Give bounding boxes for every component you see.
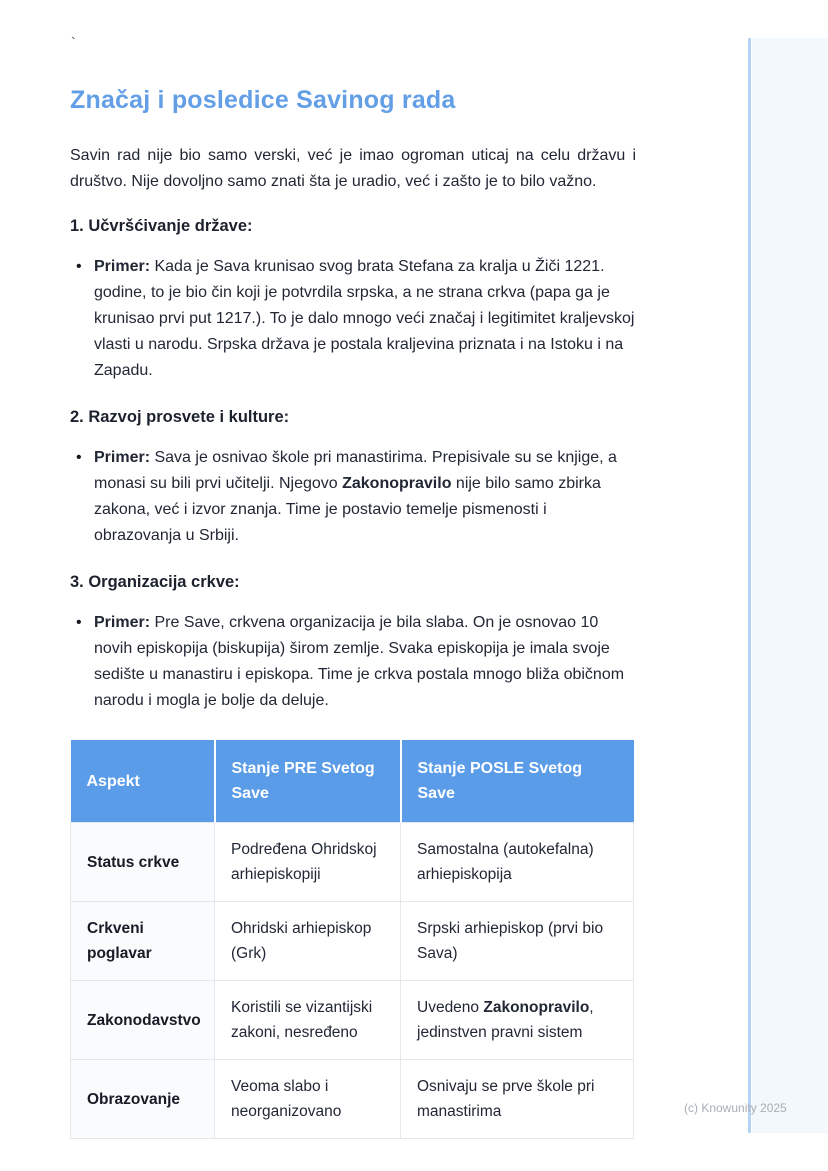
table-row <box>71 981 634 1060</box>
bullet-list-1 <box>70 254 636 384</box>
bullet-item: • Primer: Kada je Sava krunisao svog brata Stefana za kralja u Žiči 1221. godine, to je bio čin koji je potvrdila srpska, a ne strana crkva (papa ga je krunisao prvi put 1217.). To je dalo mnogo veći značaj i legitimitet kraljevskoj vlasti u narodu. Srpska država je postala kraljevina priznata i na Istoku i na Zapadu. <box>70 254 636 384</box>
table-row <box>71 1060 634 1139</box>
table-cell-pre: Veoma slabo i neorganizovano <box>215 1060 401 1139</box>
intro-paragraph: Savin rad nije bio samo verski, već je imao ogroman uticaj na celu državu i društvo. Nije dovoljno samo znati šta je uradio, već i zašto je to bilo važno. <box>70 147 636 190</box>
footer-credit: (c) Knowunity 2025 <box>684 1101 787 1115</box>
table-cell-pre: Koristili se vizantijski zakoni, nesređeno <box>215 981 401 1060</box>
table-row <box>71 902 634 981</box>
right-edge-panel <box>752 38 828 1133</box>
table-cell-aspect: Obrazovanje <box>71 1060 215 1139</box>
table-cell-aspect: Status crkve <box>71 823 215 902</box>
section-heading-2: 2. Razvoj prosvete i kulture: <box>70 408 290 426</box>
page-title: Značaj i posledice Savinog rada <box>70 86 456 114</box>
bullet-list-2 <box>70 445 636 549</box>
bullet-item: • Primer: Sava je osnivao škole pri manastirima. Prepisivale su se knjige, a monasi su bili prvi učitelji. Njegovo Zakonopravilo nije bilo samo zbirka zakona, već i izvor znanja. Time je postavio temelje pismenosti i obrazovanja u Srbiji. <box>70 445 636 549</box>
table-header-posle: Stanje POSLE Svetog Save <box>401 740 634 823</box>
table-cell-posle: Samostalna (autokefalna) arhiepiskopija <box>401 823 634 902</box>
section-heading-1: 1. Učvršćivanje države: <box>70 217 253 235</box>
table-row <box>71 823 634 902</box>
comparison-table <box>70 740 634 1139</box>
table-cell-aspect: Crkveni poglavar <box>71 902 215 981</box>
table-cell-pre: Podređena Ohridskoj arhiepiskopiji <box>215 823 401 902</box>
table-header-row <box>71 740 634 823</box>
section-heading-3: 3. Organizacija crkve: <box>70 573 240 591</box>
table-cell-aspect: Zakonodavstvo <box>71 981 215 1060</box>
table-cell-posle: Srpski arhiepiskop (prvi bio Sava) <box>401 902 634 981</box>
right-edge-line <box>748 38 751 1133</box>
table-cell-posle: Osnivaju se prve škole pri manastirima <box>401 1060 634 1139</box>
stray-backtick: ` <box>71 34 76 50</box>
bullet-list-3 <box>70 610 636 714</box>
document-content <box>70 86 636 1139</box>
table-cell-pre: Ohridski arhiepiskop (Grk) <box>215 902 401 981</box>
table-cell-posle: Uvedeno Zakonopravilo, jedinstven pravni sistem <box>401 981 634 1060</box>
table-header-pre: Stanje PRE Svetog Save <box>215 740 401 823</box>
table-header-aspekt: Aspekt <box>71 740 215 823</box>
bullet-item: • Primer: Pre Save, crkvena organizacija je bila slaba. On je osnovao 10 novih episkopija (biskupija) širom zemlje. Svaka episkopija je imala svoje sedište u manastiru i episkopa. Time je crkva postala mnogo bliža običnom narodu i mogla je bolje da deluje. <box>70 610 636 714</box>
